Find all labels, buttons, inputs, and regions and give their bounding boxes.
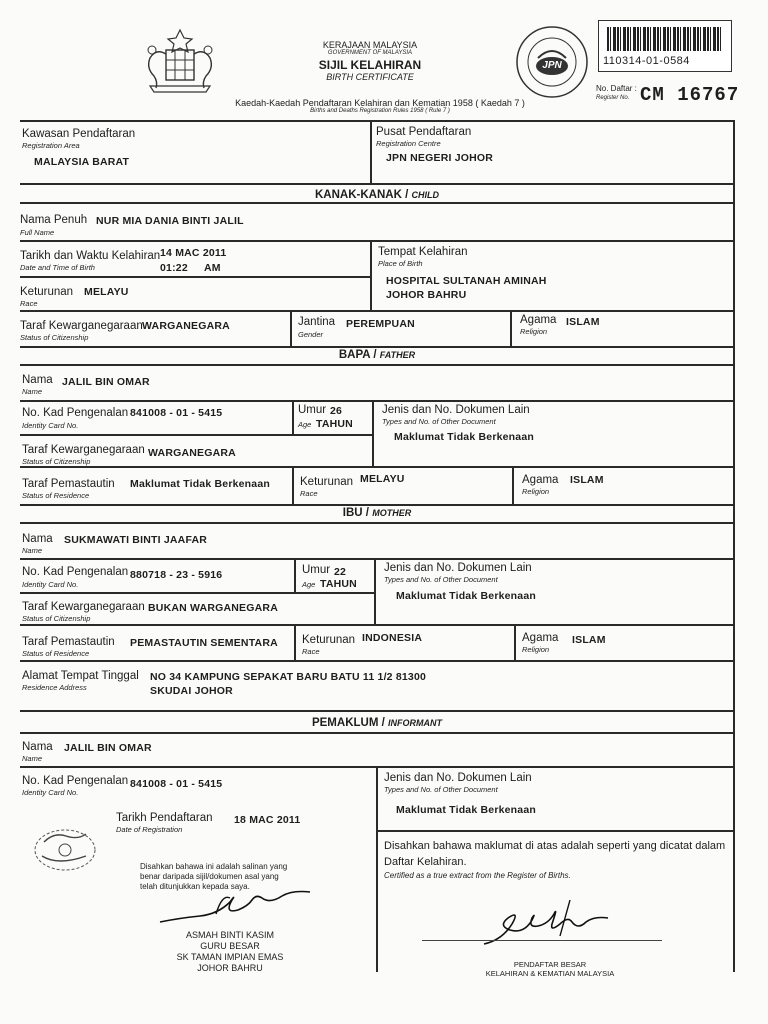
- child-race-label: Keturunan: [20, 286, 74, 298]
- reg-no-label: No. Daftar :: [596, 84, 637, 93]
- stamp-line-3: telah ditunjukkan kepada saya.: [140, 882, 250, 891]
- barcode-icon: [607, 27, 723, 51]
- area-value: MALAYSIA BARAT: [34, 156, 130, 168]
- section-child: KANAK-KANAK / CHILD: [315, 189, 439, 201]
- father-doc-label-en: Types and No. of Other Document: [382, 417, 496, 426]
- father-name-label-en: Name: [22, 387, 43, 396]
- area-label: Kawasan Pendaftaran: [22, 128, 136, 140]
- father-residence-label: Taraf Pemastautin: [22, 478, 115, 490]
- father-citizen-label: Taraf Kewarganegaraan: [22, 444, 145, 456]
- mother-ic-label-en: Identity Card No.: [22, 580, 79, 589]
- stamp-school: SK TAMAN IMPIAN EMAS: [176, 952, 284, 962]
- mother-race-label-en: Race: [302, 647, 320, 656]
- father-religion: ISLAM: [570, 474, 604, 486]
- child-gender-label-en: Gender: [298, 330, 324, 339]
- reg-date: 18 MAC 2011: [234, 814, 301, 826]
- child-time: 01:22: [160, 262, 188, 274]
- jpn-logo: [514, 24, 590, 100]
- informant-doc-label: Jenis dan No. Dokumen Lain: [384, 772, 532, 784]
- mother-age-unit: TAHUN: [320, 578, 357, 590]
- doc-title: SIJIL KELAHIRAN: [318, 58, 422, 72]
- father-residence: Maklumat Tidak Berkenaan: [130, 478, 270, 490]
- father-religion-label: Agama: [522, 474, 559, 486]
- rules-title-en: Births and Deaths Registration Rules 1958 ( Rule 7 ): [310, 108, 450, 114]
- child-pob-label: Tempat Kelahiran: [378, 246, 468, 258]
- informant-name-label: Nama: [22, 741, 53, 753]
- father-name-label: Nama: [22, 374, 53, 386]
- barcode-number: 110314-01-0584: [603, 55, 690, 67]
- child-name-label: Nama Penuh: [20, 214, 88, 226]
- child-dob: 14 MAC 2011: [160, 247, 227, 259]
- mother-religion: ISLAM: [572, 634, 606, 646]
- child-name: NUR MIA DANIA BINTI JALIL: [96, 215, 244, 227]
- mother-race-label: Keturunan: [302, 634, 356, 646]
- child-dob-label-en: Date and Time of Birth: [20, 263, 95, 272]
- coat-of-arms-icon: [138, 26, 222, 96]
- father-age-label: Umur: [298, 404, 327, 416]
- registrar-title-1: PENDAFTAR BESAR: [513, 960, 587, 969]
- jpn-label: JPN: [542, 60, 562, 71]
- area-label-en: Registration Area: [22, 141, 80, 150]
- child-name-label-en: Full Name: [20, 228, 55, 237]
- father-doc-label: Jenis dan No. Dokumen Lain: [382, 404, 530, 416]
- stamp-line-2: benar daripada sijil/dokumen asal yang: [140, 872, 279, 881]
- section-father: BAPA / FATHER: [338, 349, 416, 361]
- section-informant: PEMAKLUM / INFORMANT: [311, 717, 443, 729]
- father-race-label: Keturunan: [300, 476, 354, 488]
- mother-address-1: NO 34 KAMPUNG SEPAKAT BARU BATU 11 1/2 81300: [150, 671, 427, 683]
- mother-address-2: SKUDAI JOHOR: [150, 685, 233, 697]
- child-pob-label-en: Place of Birth: [378, 259, 423, 268]
- informant-name-label-en: Name: [22, 754, 43, 763]
- child-citizen-label-en: Status of Citizenship: [20, 333, 89, 342]
- child-citizen: WARGANEGARA: [142, 320, 230, 332]
- mother-address-label-en: Residence Address: [22, 683, 87, 692]
- mother-name: SUKMAWATI BINTI JAAFAR: [64, 534, 208, 546]
- mother-religion-label-en: Religion: [522, 645, 550, 654]
- registrar-title-2: KELAHIRAN & KEMATIAN MALAYSIA: [485, 969, 615, 978]
- certify-text-en: Certified as a true extract from the Register of Births.: [384, 871, 571, 880]
- mother-religion-label: Agama: [522, 632, 559, 644]
- centre-label-en: Registration Centre: [376, 139, 441, 148]
- reg-date-label-en: Date of Registration: [116, 825, 183, 834]
- mother-doc-label-en: Types and No. of Other Document: [384, 575, 498, 584]
- mother-residence-label: Taraf Pemastautin: [22, 636, 115, 648]
- certify-text-2: Daftar Kelahiran.: [384, 856, 467, 868]
- gov-subtitle: GOVERNMENT OF MALAYSIA: [327, 50, 413, 56]
- child-race: MELAYU: [84, 286, 129, 298]
- stamp-city: JOHOR BAHRU: [197, 963, 263, 973]
- informant-ic-label-en: Identity Card No.: [22, 788, 79, 797]
- informant-doc-label-en: Types and No. of Other Document: [384, 785, 498, 794]
- informant-ic-label: No. Kad Pengenalan: [22, 775, 129, 787]
- rules-title: Kaedah-Kaedah Pendaftaran Kelahiran dan Kematian 1958 ( Kaedah 7 ): [235, 98, 525, 108]
- signature-left-icon: [150, 884, 320, 934]
- mother-age-label: Umur: [302, 564, 331, 576]
- mother-age: 22: [334, 566, 347, 578]
- mother-name-label: Nama: [22, 533, 53, 545]
- child-gender-label: Jantina: [298, 316, 336, 328]
- child-religion-label: Agama: [520, 314, 557, 326]
- father-age-unit: TAHUN: [316, 418, 353, 430]
- mother-citizen-label-en: Status of Citizenship: [22, 614, 91, 623]
- signature-right-icon: [470, 892, 630, 952]
- child-pob-2: JOHOR BAHRU: [386, 289, 467, 301]
- father-citizen-label-en: Status of Citizenship: [22, 457, 91, 466]
- reg-no: CM 16767: [640, 84, 740, 106]
- mother-address-label: Alamat Tempat Tinggal: [22, 670, 139, 682]
- stamp-line-1: Disahkan bahawa ini adalah salinan yang: [140, 862, 288, 871]
- father-ic-label-en: Identity Card No.: [22, 421, 79, 430]
- section-mother: IBU / MOTHER: [342, 507, 412, 519]
- father-age: 26: [330, 405, 343, 417]
- father-residence-label-en: Status of Residence: [22, 491, 90, 500]
- mother-age-label-en: Age: [302, 580, 316, 589]
- seal-stamp-icon: [30, 820, 100, 876]
- mother-doc: Maklumat Tidak Berkenaan: [396, 590, 536, 602]
- doc-subtitle: BIRTH CERTIFICATE: [326, 72, 414, 82]
- father-doc: Maklumat Tidak Berkenaan: [394, 431, 534, 443]
- informant-ic: 841008 - 01 - 5415: [130, 778, 223, 790]
- father-name: JALIL BIN OMAR: [62, 376, 150, 388]
- mother-citizen-label: Taraf Kewarganegaraan: [22, 601, 145, 613]
- informant-name: JALIL BIN OMAR: [64, 742, 152, 754]
- child-pob-1: HOSPITAL SULTANAH AMINAH: [386, 275, 547, 287]
- child-religion-label-en: Religion: [520, 327, 548, 336]
- barcode-box: [598, 20, 732, 72]
- centre-value: JPN NEGERI JOHOR: [386, 152, 494, 164]
- father-ic: 841008 - 01 - 5415: [130, 407, 223, 419]
- mother-doc-label: Jenis dan No. Dokumen Lain: [384, 562, 532, 574]
- child-ampm: AM: [204, 262, 221, 274]
- mother-citizen: BUKAN WARGANEGARA: [148, 602, 278, 614]
- father-race-label-en: Race: [300, 489, 318, 498]
- reg-date-label: Tarikh Pendaftaran: [116, 812, 213, 824]
- father-religion-label-en: Religion: [522, 487, 550, 496]
- certify-text: Disahkan bahawa maklumat di atas adalah seperti yang dicatat dalam: [384, 840, 726, 852]
- father-citizen: WARGANEGARA: [148, 447, 236, 459]
- child-race-label-en: Race: [20, 299, 38, 308]
- centre-label: Pusat Pendaftaran: [376, 126, 472, 138]
- stamp-name: ASMAH BINTI KASIM: [185, 930, 274, 940]
- mother-ic-label: No. Kad Pengenalan: [22, 566, 129, 578]
- mother-ic: 880718 - 23 - 5916: [130, 569, 223, 581]
- child-dob-label: Tarikh dan Waktu Kelahiran: [20, 250, 161, 262]
- mother-residence-label-en: Status of Residence: [22, 649, 90, 658]
- gov-title: KERAJAAN MALAYSIA: [322, 40, 418, 50]
- informant-doc: Maklumat Tidak Berkenaan: [396, 804, 536, 816]
- stamp-title: GURU BESAR: [200, 941, 260, 951]
- father-race: MELAYU: [360, 473, 405, 485]
- reg-no-label-en: Register No.: [596, 95, 630, 101]
- child-citizen-label: Taraf Kewarganegaraan: [20, 320, 143, 332]
- child-religion: ISLAM: [566, 316, 600, 328]
- father-ic-label: No. Kad Pengenalan: [22, 407, 129, 419]
- child-gender: PEREMPUAN: [346, 318, 415, 330]
- mother-name-label-en: Name: [22, 546, 43, 555]
- mother-residence: PEMASTAUTIN SEMENTARA: [130, 637, 278, 649]
- father-age-label-en: Age: [298, 420, 312, 429]
- mother-race: INDONESIA: [362, 632, 423, 644]
